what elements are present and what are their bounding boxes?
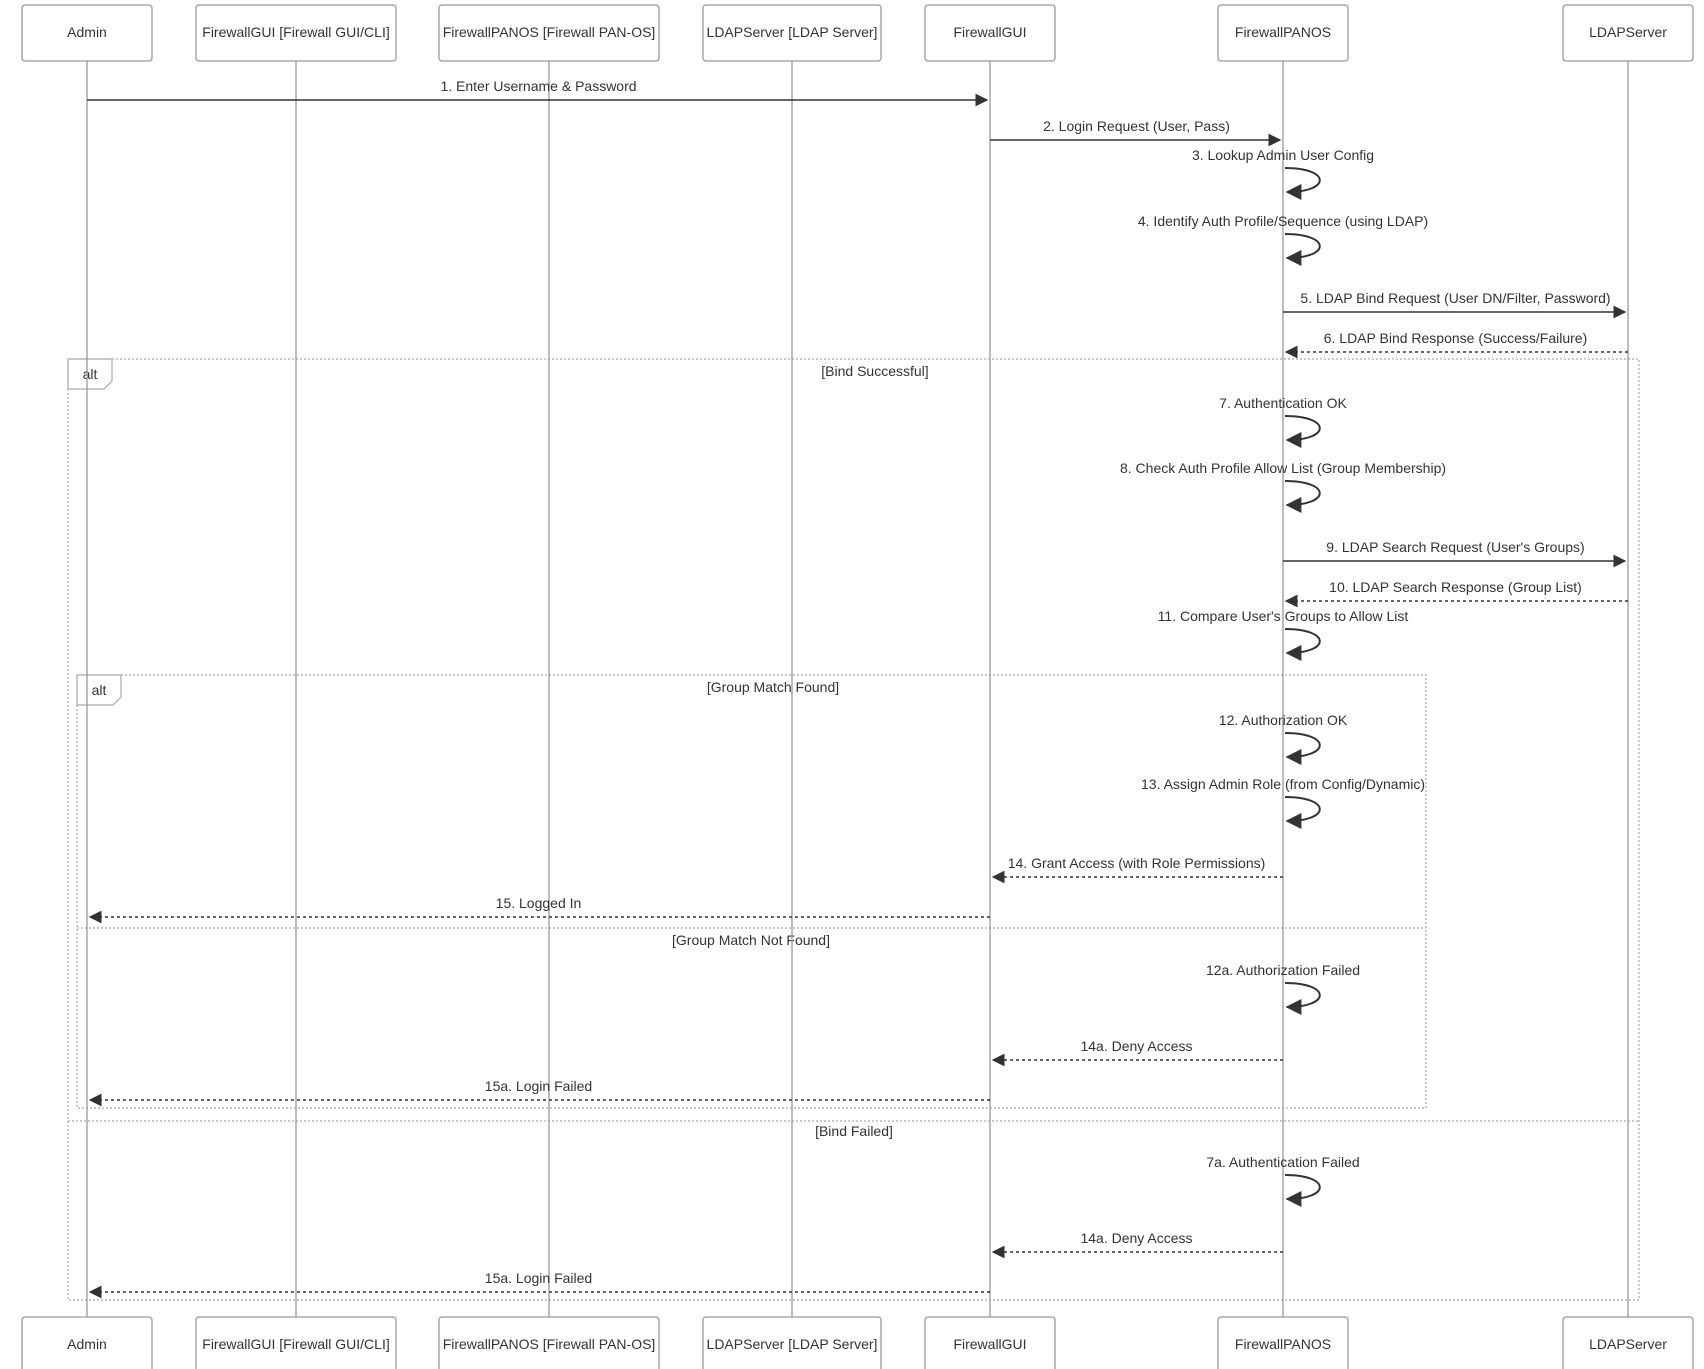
- participant-top-5: [925, 5, 1055, 61]
- message-arrow: [1285, 629, 1320, 653]
- participant-label: Admin: [67, 24, 107, 40]
- message-1: [87, 78, 987, 100]
- message-label: 11. Compare User's Groups to Allow List: [1157, 608, 1409, 624]
- message-arrow: [1285, 1175, 1320, 1199]
- participant-label: FirewallGUI: [953, 1336, 1027, 1352]
- fragment-label: alt: [82, 366, 98, 382]
- participant-label: LDAPServer: [1589, 24, 1667, 40]
- message-label: 14a. Deny Access: [1080, 1230, 1193, 1246]
- message-20: [993, 1230, 1283, 1252]
- message-label: 14a. Deny Access: [1080, 1038, 1193, 1054]
- message-14: [993, 855, 1283, 877]
- participant-top-4: [703, 5, 881, 61]
- participant-top-3: [439, 5, 659, 61]
- message-18: [90, 1078, 990, 1100]
- message-label: 15. Logged In: [495, 895, 582, 911]
- participant-bottom-4: [703, 1317, 881, 1369]
- message-arrow: [1285, 797, 1320, 821]
- message-17: [993, 1038, 1283, 1060]
- participant-label: FirewallPANOS [Firewall PAN-OS]: [442, 1336, 656, 1352]
- fragment-label: alt: [91, 682, 107, 698]
- message-label: 7. Authentication OK: [1219, 395, 1347, 411]
- message-label: 9. LDAP Search Request (User's Groups): [1326, 539, 1585, 555]
- message-label: 8. Check Auth Profile Allow List (Group Membership): [1119, 460, 1447, 476]
- participant-label: LDAPServer [LDAP Server]: [706, 24, 878, 40]
- participant-bottom-1: [22, 1317, 152, 1369]
- message-label: 2. Login Request (User, Pass): [1043, 118, 1230, 134]
- participant-bottom-7: [1563, 1317, 1693, 1369]
- message-label: 6. LDAP Bind Response (Success/Failure): [1323, 330, 1588, 346]
- message-label: 12. Authorization OK: [1218, 712, 1348, 728]
- participant-top-1: [22, 5, 152, 61]
- message-arrow: [1285, 234, 1320, 258]
- message-label: 13. Assign Admin Role (from Config/Dynamic): [1141, 776, 1425, 792]
- message-21: [90, 1270, 990, 1292]
- message-label: 1. Enter Username & Password: [440, 78, 637, 94]
- participant-label: FirewallPANOS [Firewall PAN-OS]: [442, 24, 656, 40]
- participant-label: LDAPServer [LDAP Server]: [706, 1336, 878, 1352]
- fragment-condition: [Bind Failed]: [815, 1123, 893, 1139]
- message-2: [990, 118, 1280, 140]
- alt-fragment-2: [77, 675, 1426, 1108]
- message-label: 5. LDAP Bind Request (User DN/Filter, Password): [1300, 290, 1611, 306]
- message-arrow: [1285, 416, 1320, 440]
- message-label: 4. Identify Auth Profile/Sequence (using LDAP): [1137, 213, 1429, 229]
- fragment-condition: [Group Match Not Found]: [672, 932, 830, 948]
- message-label: 12a. Authorization Failed: [1205, 962, 1361, 978]
- participant-top-6: [1218, 5, 1348, 61]
- participant-label: FirewallGUI: [953, 24, 1027, 40]
- participant-top-2: [196, 5, 396, 61]
- message-arrow: [1285, 733, 1320, 757]
- participant-label: FirewallGUI [Firewall GUI/CLI]: [202, 1336, 390, 1352]
- message-10: [1286, 579, 1628, 601]
- message-arrow: [1285, 983, 1320, 1007]
- message-label: 14. Grant Access (with Role Permissions): [1007, 855, 1266, 871]
- participant-bottom-6: [1218, 1317, 1348, 1369]
- participant-bottom-2: [196, 1317, 396, 1369]
- message-label: 7a. Authentication Failed: [1206, 1154, 1360, 1170]
- participant-label: FirewallPANOS: [1234, 24, 1332, 40]
- fragment-frame: [68, 359, 1639, 1300]
- alt-fragment-1: [68, 359, 1639, 1300]
- message-9: [1283, 539, 1625, 561]
- fragment-condition: [Bind Successful]: [821, 363, 929, 379]
- participant-label: Admin: [67, 1336, 107, 1352]
- participant-top-7: [1563, 5, 1693, 61]
- message-5: [1283, 290, 1625, 312]
- message-15: [90, 895, 990, 917]
- message-label: 10. LDAP Search Response (Group List): [1329, 579, 1582, 595]
- fragment-frame: [77, 675, 1426, 1108]
- participant-label: LDAPServer: [1589, 1336, 1667, 1352]
- message-6: [1286, 330, 1628, 352]
- message-arrow: [1285, 168, 1320, 192]
- message-label: 15a. Login Failed: [484, 1078, 593, 1094]
- fragment-condition: [Group Match Found]: [706, 679, 840, 695]
- message-label: 15a. Login Failed: [484, 1270, 593, 1286]
- participant-label: FirewallGUI [Firewall GUI/CLI]: [202, 24, 390, 40]
- participant-label: FirewallPANOS: [1234, 1336, 1332, 1352]
- message-label: 3. Lookup Admin User Config: [1191, 147, 1375, 163]
- message-arrow: [1285, 481, 1320, 505]
- participant-bottom-3: [439, 1317, 659, 1369]
- participant-bottom-5: [925, 1317, 1055, 1369]
